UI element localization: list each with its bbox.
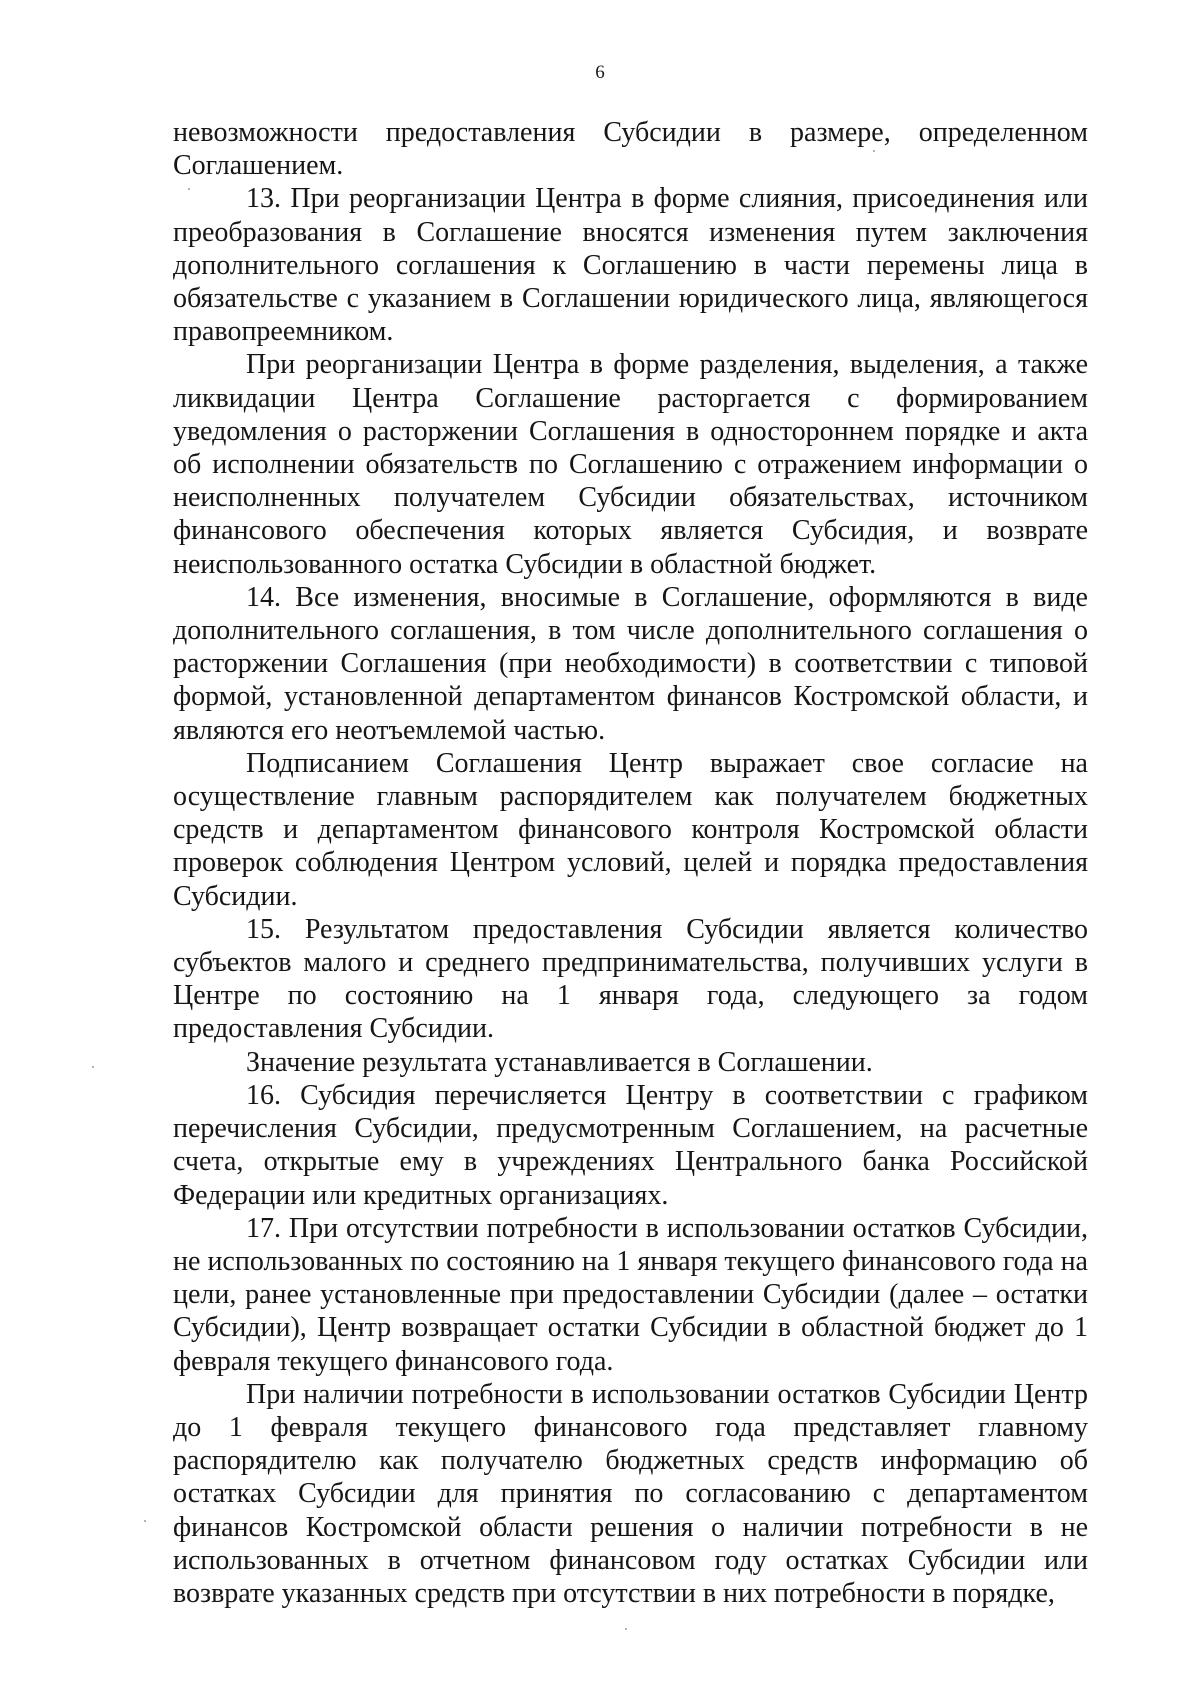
page-number: 6 [595,62,605,83]
paragraph-13: 13. При реорганизации Центра в форме слияния, присоединения или преобразования в Соглашение вносятся изменения путем заключения дополнительного соглашения к Соглашению в части перемены лица в обязательстве с указанием в Соглашении юридического лица, являющегося правопреемником. [173,183,1088,348]
scan-speck [144,1520,146,1522]
scan-speck [873,150,875,152]
paragraph-13-reorganization: При реорганизации Центра в форме разделения, выделения, а также ликвидации Центра Соглашение расторгается с формированием уведомления о расторжении Соглашения в одностороннем порядке и акта об исполнении обязательств по Соглашению с отражением информации о неисполненных получателем Субсидии обязательствах, источником финансового обеспечения которых является Субсидия, и возврате неиспользованного остатка Субсидии в областной бюджет. [173,349,1088,580]
paragraph-15: 15. Результатом предоставления Субсидии является количество субъектов малого и среднего предпринимательства, получивших услуги в Центре по состоянию на 1 января года, следующего за годом предоставления Субсидии. [173,913,1088,1045]
paragraph-14: 14. Все изменения, вносимые в Соглашение, оформляются в виде дополнительного соглашения, в том числе дополнительного соглашения о расторжении Соглашения (при необходимости) в соответствии с типовой формой, установленной департаментом финансов Костромской области, и являются его неотъемлемой частью. [173,581,1088,746]
paragraph-14-signing: Подписанием Соглашения Центр выражает свое согласие на осуществление главным распорядителем как получателем бюджетных средств и департаментом финансового контроля Костромской области проверок соблюдения Центром условий, целей и порядка предоставления Субсидии. [173,747,1088,912]
scan-speck [92,1066,94,1068]
paragraph-continuation: невозможности предоставления Субсидии в размере, определенном Соглашением. [173,117,1088,182]
scan-speck [188,188,190,190]
paragraph-17: 17. При отсутствии потребности в использовании остатков Субсидии, не использованных по состоянию на 1 января текущего финансового года на цели, ранее установленные при предоставлении Субсидии (далее – остатки Субсидии), Центр возвращает остатки Субсидии в областной бюджет до 1 февраля текущего финансового года. [173,1212,1088,1377]
document-body [173,116,1088,1610]
paragraph-15-result-value: Значение результата устанавливается в Соглашении. [246,1046,873,1078]
scan-speck [625,1628,627,1630]
paragraph-16: 16. Субсидия перечисляется Центру в соответствии с графиком перечисления Субсидии, предусмотренным Соглашением, на расчетные счета, открытые ему в учреждениях Центрального банка Российской Федерации или кредитных организациях. [173,1079,1088,1211]
paragraph-17-need: При наличии потребности в использовании остатков Субсидии Центр до 1 февраля текущего финансового года представляет главному распорядителю как получателю бюджетных средств информацию об остатках Субсидии для принятия по согласованию с департаментом финансов Костромской области решения о наличии потребности в не использованных в отчетном финансовом году остатках Субсидии или возврате указанных средств при отсутствии в них потребности в порядке, [173,1378,1088,1609]
